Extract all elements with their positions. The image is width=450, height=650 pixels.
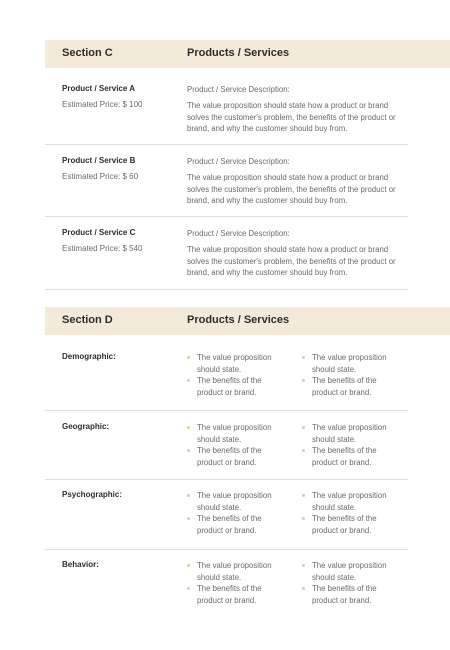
segment-name: Geographic: bbox=[62, 422, 110, 431]
list-item bbox=[187, 490, 287, 513]
product-price: Estimated Price: $ 540 bbox=[62, 244, 143, 253]
divider bbox=[45, 216, 408, 217]
segment-row-geographic bbox=[45, 422, 408, 472]
segment-row-psychographic bbox=[45, 490, 408, 540]
bullet-dot-icon bbox=[187, 379, 190, 382]
section-d-header bbox=[45, 307, 450, 335]
product-price: Estimated Price: $ 100 bbox=[62, 100, 143, 109]
bullet-list bbox=[302, 352, 402, 398]
bullet-dot-icon bbox=[187, 517, 190, 520]
bullet-dot-icon bbox=[302, 564, 305, 567]
list-item-text: The benefits of the product or brand. bbox=[312, 514, 377, 535]
list-item bbox=[302, 445, 402, 468]
product-description-label: Product / Service Description: bbox=[187, 229, 290, 238]
product-description-label: Product / Service Description: bbox=[187, 85, 290, 94]
product-name: Product / Service A bbox=[62, 84, 136, 93]
list-item-text: The value proposition should state. bbox=[312, 491, 387, 512]
segment-name: Behavior: bbox=[62, 560, 99, 569]
segment-name: Demographic: bbox=[62, 352, 116, 361]
list-item bbox=[187, 375, 287, 398]
bullet-dot-icon bbox=[302, 517, 305, 520]
list-item-text: The value proposition should state. bbox=[197, 423, 272, 444]
segment-row-demographic bbox=[45, 352, 408, 402]
list-item-text: The benefits of the product or brand. bbox=[312, 584, 377, 605]
bullet-dot-icon bbox=[302, 426, 305, 429]
list-item bbox=[302, 352, 402, 375]
bullet-dot-icon bbox=[187, 564, 190, 567]
bullet-dot-icon bbox=[187, 449, 190, 452]
list-item-text: The value proposition should state. bbox=[312, 561, 387, 582]
bullet-dot-icon bbox=[187, 426, 190, 429]
list-item-text: The value proposition should state. bbox=[197, 491, 272, 512]
list-item bbox=[302, 560, 402, 583]
bullet-dot-icon bbox=[302, 449, 305, 452]
list-item bbox=[302, 422, 402, 445]
section-c-title: Products / Services bbox=[187, 47, 290, 59]
bullet-dot-icon bbox=[302, 356, 305, 359]
product-description: The value proposition should state how a product or brand solves the customer's problem, the benefits of the product or brand, and why the customer should buy from. bbox=[187, 101, 396, 133]
divider bbox=[45, 410, 408, 411]
divider bbox=[45, 549, 408, 550]
list-item-text: The value proposition should state. bbox=[312, 423, 387, 444]
list-item bbox=[187, 352, 287, 375]
list-item-text: The benefits of the product or brand. bbox=[197, 376, 262, 397]
bullet-dot-icon bbox=[187, 494, 190, 497]
list-item bbox=[187, 513, 287, 536]
product-description: The value proposition should state how a product or brand solves the customer's problem, the benefits of the product or brand, and why the customer should buy from. bbox=[187, 245, 396, 277]
list-item bbox=[302, 513, 402, 536]
bullet-dot-icon bbox=[302, 494, 305, 497]
section-d-title: Products / Services bbox=[187, 314, 290, 326]
segment-name: Psychographic: bbox=[62, 490, 123, 499]
segment-row-behavior bbox=[45, 560, 408, 610]
bullet-list bbox=[187, 352, 287, 398]
list-item-text: The benefits of the product or brand. bbox=[197, 446, 262, 467]
section-c-header bbox=[45, 40, 450, 68]
bullet-list bbox=[187, 560, 287, 606]
list-item bbox=[187, 560, 287, 583]
divider bbox=[45, 289, 408, 290]
bullet-dot-icon bbox=[187, 356, 190, 359]
bullet-dot-icon bbox=[302, 587, 305, 590]
list-item-text: The value proposition should state. bbox=[312, 353, 387, 374]
list-item bbox=[187, 583, 287, 606]
list-item-text: The value proposition should state. bbox=[197, 353, 272, 374]
list-item bbox=[187, 422, 287, 445]
list-item-text: The benefits of the product or brand. bbox=[197, 584, 262, 605]
section-c-label: Section C bbox=[62, 47, 113, 59]
divider bbox=[45, 479, 408, 480]
divider bbox=[45, 144, 408, 145]
section-d-label: Section D bbox=[62, 314, 113, 326]
bullet-list bbox=[302, 560, 402, 606]
list-item bbox=[302, 375, 402, 398]
bullet-list bbox=[302, 490, 402, 536]
product-row-c bbox=[45, 228, 408, 278]
bullet-dot-icon bbox=[187, 587, 190, 590]
product-row-a bbox=[45, 84, 408, 134]
bullet-list bbox=[187, 490, 287, 536]
product-name: Product / Service B bbox=[62, 156, 136, 165]
product-description: The value proposition should state how a product or brand solves the customer's problem, the benefits of the product or brand, and why the customer should buy from. bbox=[187, 173, 396, 205]
product-description-label: Product / Service Description: bbox=[187, 157, 290, 166]
product-price: Estimated Price: $ 60 bbox=[62, 172, 139, 181]
list-item-text: The benefits of the product or brand. bbox=[312, 446, 377, 467]
list-item bbox=[187, 445, 287, 468]
bullet-list bbox=[302, 422, 402, 468]
list-item-text: The benefits of the product or brand. bbox=[197, 514, 262, 535]
list-item bbox=[302, 583, 402, 606]
bullet-list bbox=[187, 422, 287, 468]
product-row-b bbox=[45, 156, 408, 206]
list-item-text: The benefits of the product or brand. bbox=[312, 376, 377, 397]
bullet-dot-icon bbox=[302, 379, 305, 382]
list-item bbox=[302, 490, 402, 513]
product-name: Product / Service C bbox=[62, 228, 136, 237]
list-item-text: The value proposition should state. bbox=[197, 561, 272, 582]
